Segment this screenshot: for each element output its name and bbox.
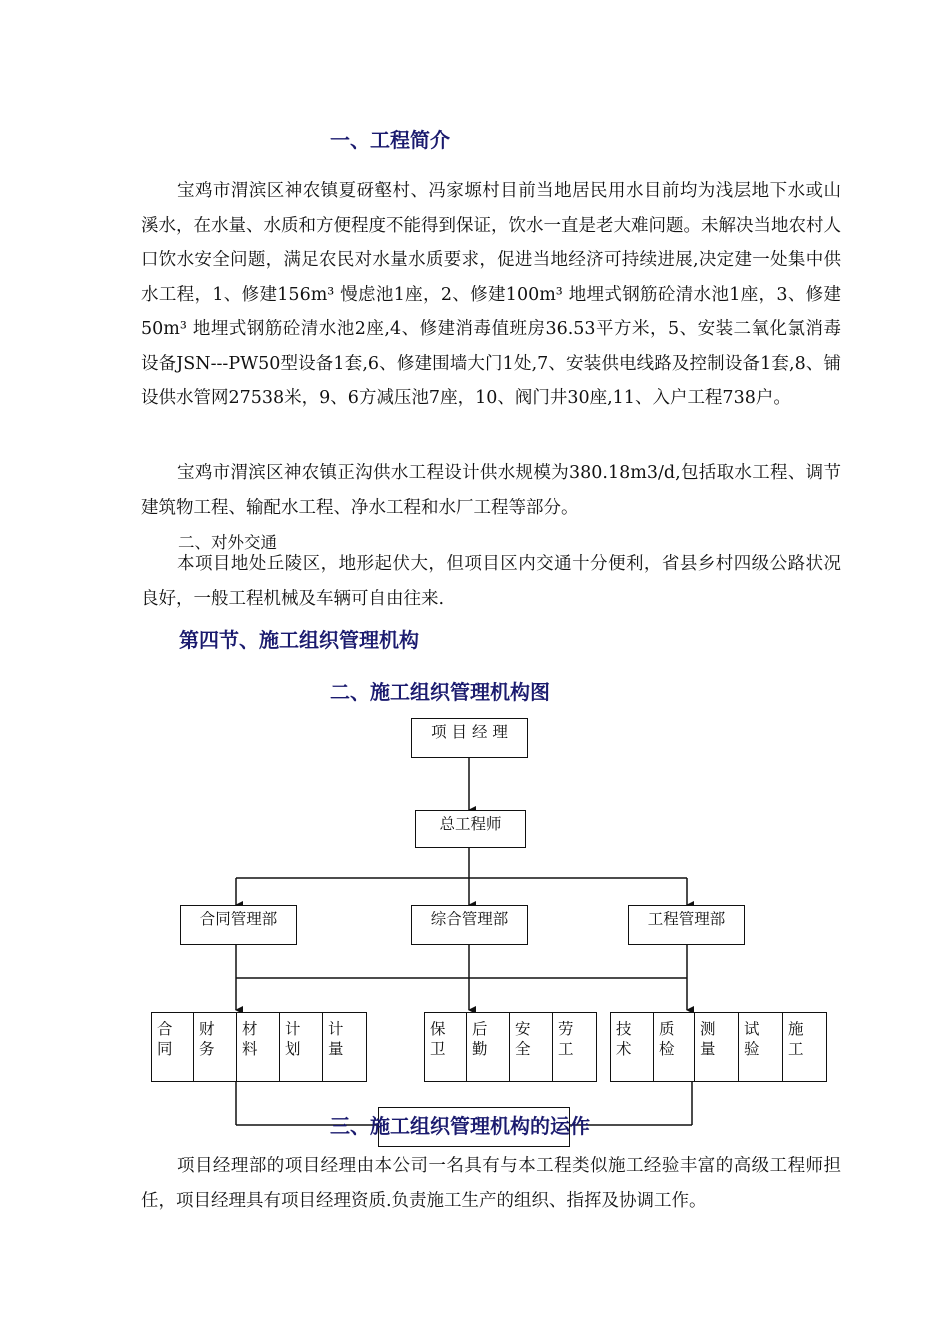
unit-box [653,1012,696,1082]
unit-box [552,1012,597,1082]
unit-box [151,1012,195,1082]
unit-box [279,1012,324,1082]
unit-char: 工 [558,1040,574,1058]
unit-box [694,1012,740,1082]
unit-box [193,1012,238,1082]
unit-char: 施 [788,1020,804,1038]
section-3-title: 三、施工组织管理机构的运作 [330,1114,590,1138]
unit-char: 术 [616,1040,632,1058]
section-4-title: 第四节、施工组织管理机构 [179,628,419,652]
unit-char: 合 [157,1020,173,1038]
unit-char: 保 [430,1020,446,1038]
unit-char: 验 [744,1040,760,1058]
section-1-paragraph-2: 宝鸡市渭滨区神农镇正沟供水工程设计供水规模为380.18m3/d,包括取水工程、调节建筑物工程、输配水工程、净水工程和水厂工程等部分。 [141,463,841,518]
unit-box [322,1012,367,1082]
unit-char: 劳 [558,1020,574,1038]
unit-char: 量 [328,1040,344,1058]
chief-engineer-label: 总工程师 [439,815,502,833]
project-manager-label: 项 目 经 理 [431,723,508,741]
unit-box [466,1012,511,1082]
unit-char: 计 [285,1020,301,1038]
unit-char: 检 [659,1040,675,1058]
department-label: 工程管理部 [647,910,726,928]
unit-box [610,1012,655,1082]
unit-char: 财 [199,1020,215,1038]
unit-char: 计 [328,1020,344,1038]
unit-char: 测 [700,1020,716,1038]
chief-engineer-box [415,810,526,848]
unit-char: 安 [515,1020,531,1038]
unit-char: 量 [700,1040,716,1058]
unit-char: 料 [242,1040,258,1058]
department-box-engineering [628,905,745,945]
unit-box [738,1012,784,1082]
section-1-paragraph-1: 宝鸡市渭滨区神农镇夏砑壑村、冯家塬村目前当地居民用水目前均为浅层地下水或山溪水，在水量、水质和方便程度不能得到保证，饮水一直是老大难问题。未解决当地农村人口饮水安全问题，满足农民对水量水质要求，促进当地经济可持续进展,决定建一处集中供水工程，1、修建156m³ 慢虑池1座，2、修建100m³ 地埋式钢筋砼清水池1座，3、修建50m³ 地埋式钢筋砼清水池2座,4、修建消毒值班房36.53平方米，5、安装二氧化氯消毒设备JSN---PW50型设备1套,6、修建围墙大门1处,7、安装供电线路及控制设备1套,8、铺设供水管网27538米，9、6方减压池7座，10、阀门井30座,11、入户工程738户。 [141,181,841,408]
unit-char: 后 [472,1020,488,1038]
department-label: 合同管理部 [199,910,278,928]
section-2-title: 二、对外交通 [178,533,277,552]
section-1-title: 一、工程简介 [330,128,450,152]
department-box-contract [180,905,297,945]
unit-box [782,1012,827,1082]
unit-char: 务 [199,1040,215,1058]
unit-char: 卫 [430,1040,446,1058]
unit-char: 技 [616,1020,632,1038]
unit-char: 同 [157,1040,173,1058]
unit-char: 划 [285,1040,301,1058]
department-label: 综合管理部 [430,910,509,928]
unit-box [509,1012,554,1082]
unit-char: 试 [744,1020,760,1038]
orgchart-title: 二、施工组织管理机构图 [330,680,550,704]
unit-box [236,1012,281,1082]
unit-char: 全 [515,1040,531,1058]
unit-char: 材 [242,1020,258,1038]
project-manager-box [411,718,528,758]
section-2-paragraph: 本项目地处丘陵区，地形起伏大，但项目区内交通十分便利，省县乡村四级公路状况良好，一般工程机械及车辆可自由往来. [141,554,841,609]
section-3-paragraph: 项目经理部的项目经理由本公司一名具有与本工程类似施工经验丰富的高级工程师担任，项目经理具有项目经理资质.负责施工生产的组织、指挥及协调工作。 [141,1156,841,1211]
unit-char: 工 [788,1040,804,1058]
unit-box [424,1012,468,1082]
unit-char: 勤 [472,1040,488,1058]
unit-char: 质 [659,1020,675,1038]
department-box-general [411,905,528,945]
